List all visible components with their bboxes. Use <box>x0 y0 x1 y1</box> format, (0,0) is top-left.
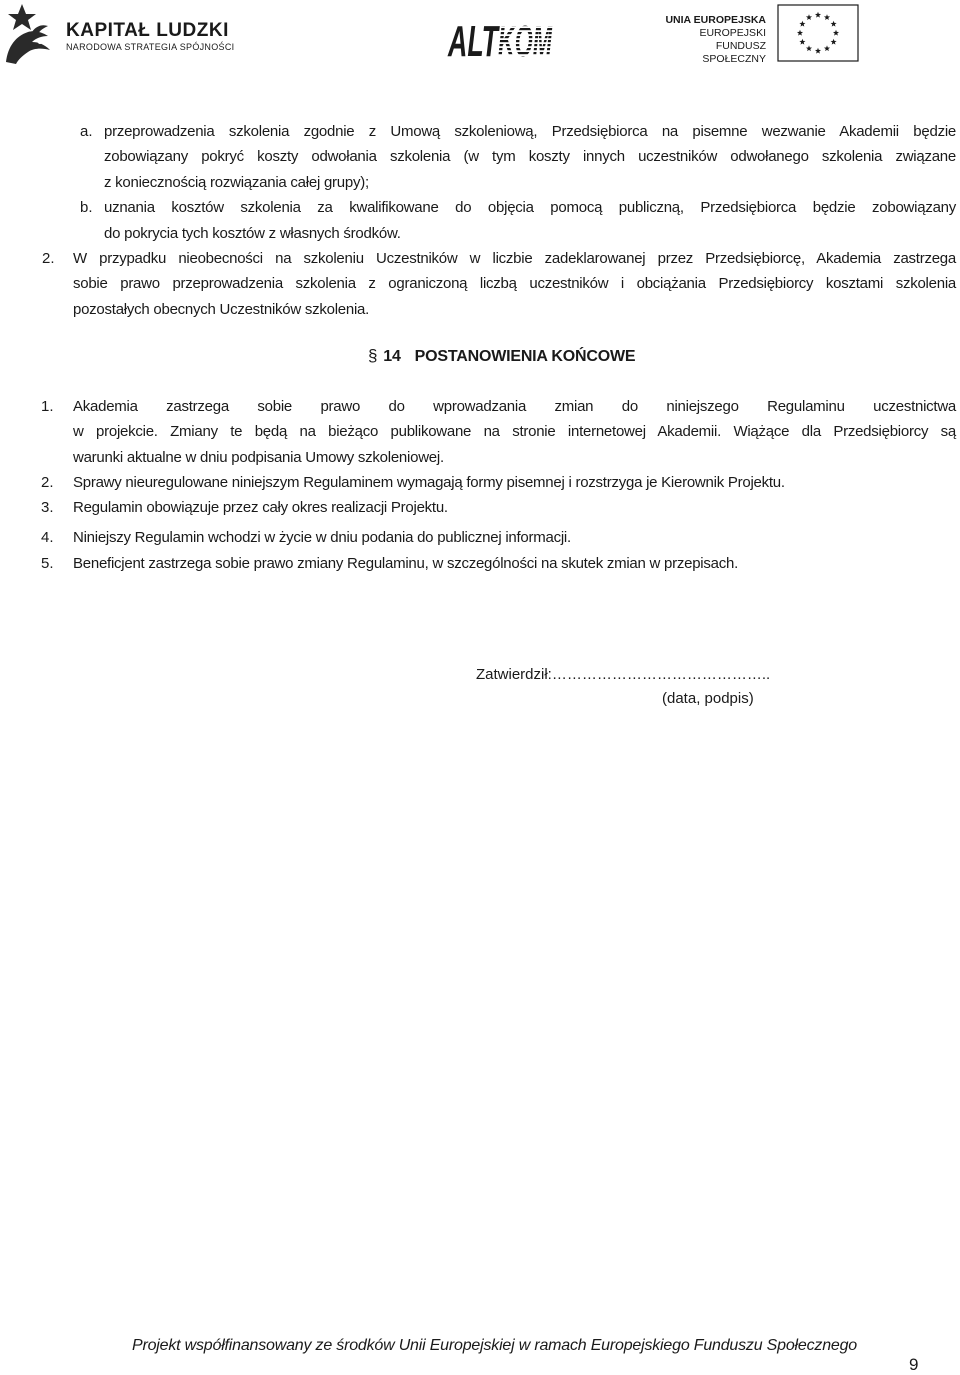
eu-flag-icon <box>777 4 859 62</box>
section-symbol: § <box>368 346 378 365</box>
final-item-1-marker: 1. <box>41 398 54 415</box>
section-title: POSTANOWIENIA KOŃCOWE <box>414 348 636 365</box>
eu-text <box>656 14 766 66</box>
footer-text: Projekt współfinansowany ze środków Unii Europejskiej w ramach Europejskiego Funduszu Społecznego <box>132 1337 857 1354</box>
kapital-ludzki-title: KAPITAŁ LUDZKI <box>66 20 229 41</box>
approval-line: Zatwierdził:…………………………………….. <box>476 666 771 683</box>
item-2-marker: 2. <box>42 250 55 267</box>
list-item-a-line-1: przeprowadzenia szkolenia zgodnie z Umową szkoleniową, Przedsiębiorca na pisemne wezwanie Akademii będzie <box>104 123 956 140</box>
final-item-4-text: Niniejszy Regulamin wchodzi w życie w dniu podania do publicznej informacji. <box>73 529 571 546</box>
final-item-4-marker: 4. <box>41 529 54 546</box>
final-item-1-line-1: Akademia zastrzega sobie prawo do wprowadzania zmian do niniejszego Regulaminu uczestnictwa <box>73 398 956 415</box>
eu-line-2: EUROPEJSKI <box>699 27 766 39</box>
final-item-1-line-3: warunki aktualne w dniu podpisania Umowy szkoleniowej. <box>73 449 444 466</box>
section-heading <box>368 346 635 366</box>
list-item-b-line-2: do pokrycia tych kosztów z własnych środków. <box>104 225 401 242</box>
final-item-3-marker: 3. <box>41 499 54 516</box>
kapital-ludzki-logo-icon <box>2 2 54 66</box>
altkom-logo <box>446 12 554 62</box>
final-item-1-line-2: w projekcie. Zmiany te będą na bieżąco publikowane na stronie internetowej Akademii. Wiążące dla Przedsiębiorcy są <box>73 423 956 440</box>
section-number: 14 <box>383 348 401 365</box>
item-2-line-1: W przypadku nieobecności na szkoleniu Uczestników w liczbie zadeklarowanej przez Przedsiębiorcę, Akademia zastrzega <box>73 250 956 267</box>
eu-line-3: FUNDUSZ SPOŁECZNY <box>702 40 766 65</box>
page-header <box>0 0 960 66</box>
page-number: 9 <box>909 1355 919 1374</box>
list-item-a-line-3: z koniecznością rozwiązania całej grupy); <box>104 174 369 191</box>
final-item-5-text: Beneficjent zastrzega sobie prawo zmiany Regulaminu, w szczególności na skutek zmian w przepisach. <box>73 555 738 572</box>
final-item-3-text: Regulamin obowiązuje przez cały okres realizacji Projektu. <box>73 499 448 516</box>
list-item-b-line-1: uznania kosztów szkolenia za kwalifikowane do objęcia pomocą publiczną, Przedsiębiorca będzie zobowiązany <box>104 199 956 216</box>
list-marker-a: a. <box>80 123 93 140</box>
item-2-line-2: sobie prawo przeprowadzenia szkolenia z ograniczoną liczbą uczestników i obciążania Przedsiębiorcy kosztami szkolenia <box>73 275 956 292</box>
list-marker-b: b. <box>80 199 93 216</box>
eu-line-1: UNIA EUROPEJSKA <box>665 14 766 26</box>
kapital-ludzki-subtitle: NARODOWA STRATEGIA SPÓJNOŚCI <box>66 42 235 52</box>
final-item-2-text: Sprawy nieuregulowane niniejszym Regulaminem wymagają formy pisemnej i rozstrzyga je Kierownik Projektu. <box>73 474 785 491</box>
altkom-logo-right: KOM <box>498 17 553 62</box>
list-item-a-line-2: zobowiązany pokryć koszty odwołania szkolenia (w tym koszty innych uczestników odwołanego szkolenia związane <box>104 148 956 165</box>
date-signature-caption: (data, podpis) <box>662 690 754 707</box>
final-item-5-marker: 5. <box>41 555 54 572</box>
altkom-logo-left: ALT <box>447 17 500 62</box>
final-item-2-marker: 2. <box>41 474 54 491</box>
item-2-line-3: pozostałych obecnych Uczestników szkolenia. <box>73 301 370 318</box>
